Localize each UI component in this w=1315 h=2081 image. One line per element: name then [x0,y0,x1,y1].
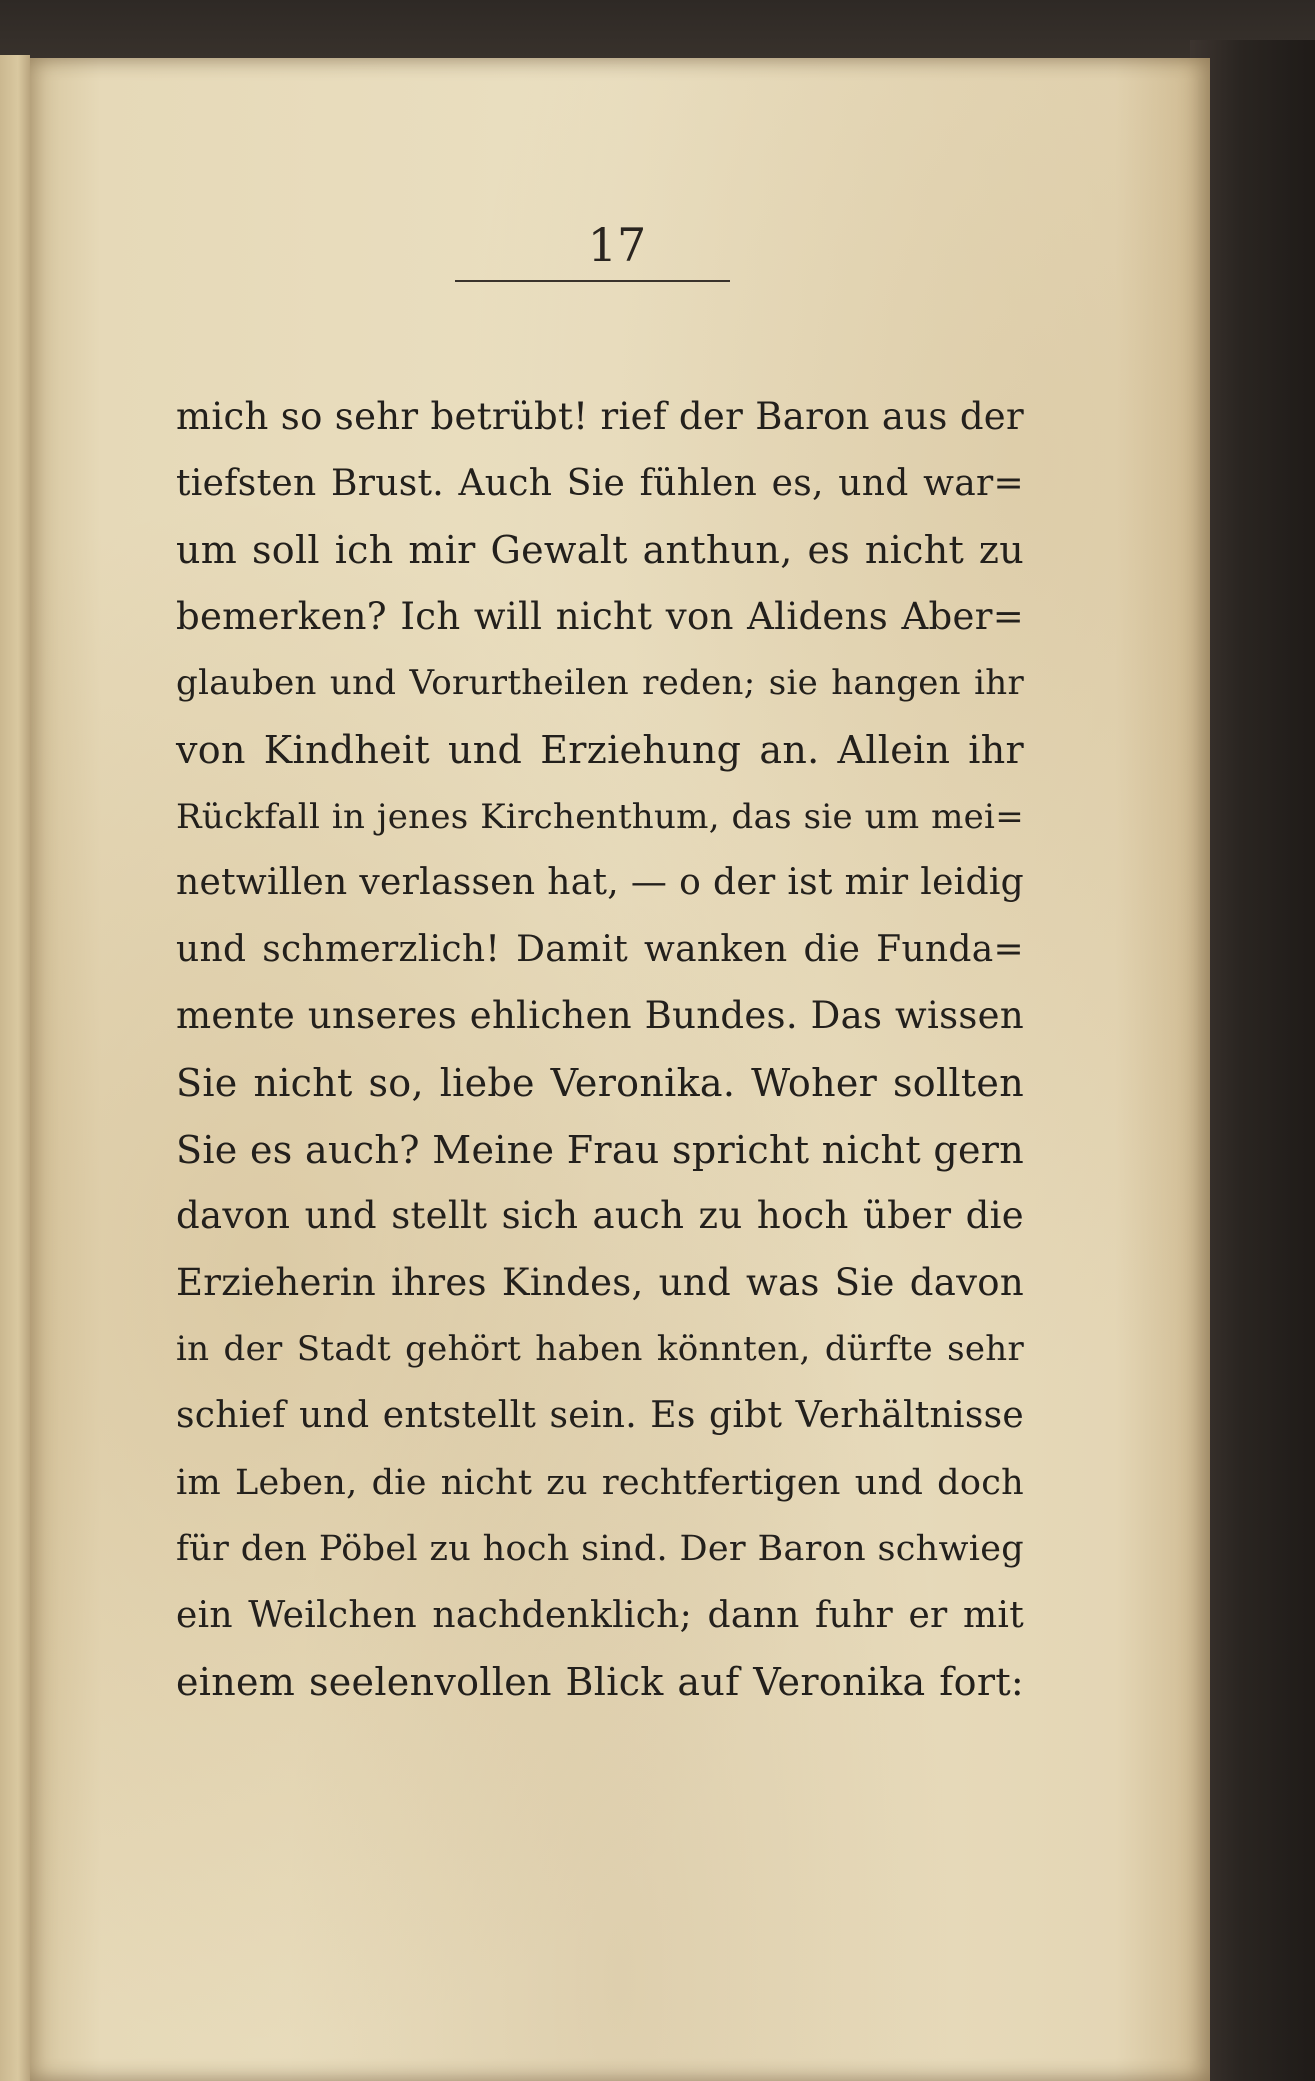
body-text [176,384,1024,1716]
book-page [30,58,1210,2081]
text-line: um soll ich mir Gewalt anthun, es nicht zu [176,528,1024,573]
text-line: Rückfall in jenes Kirchenthum, das sie um mei= [176,796,1024,837]
text-line: Sie nicht so, liebe Veronika. Woher sollten [176,1060,1024,1105]
text-line: mich so sehr betrübt! rief der Baron aus der [176,395,1024,438]
text-line: in der Stadt gehört haben könnten, dürfte sehr [176,1329,1024,1370]
text-line: netwillen verlassen hat, — o der ist mir leidig [176,862,1024,904]
page-number: 17 [587,218,647,272]
text-line: Sie es auch? Meine Frau spricht nicht gern [176,1127,1024,1172]
text-line: ein Weilchen nachdenklich; dann fuhr er mit [176,1594,1024,1636]
text-line: von Kindheit und Erziehung an. Allein ihr [176,727,1024,772]
text-line: Erzieherin ihres Kindes, und was Sie davon [176,1260,1024,1304]
previous-page-edge [0,55,30,2081]
text-line: davon und stellt sich auch zu hoch über die [176,1194,1024,1238]
text-line: im Leben, die nicht zu rechtfertigen und doch [176,1462,1024,1503]
text-line: tiefsten Brust. Auch Sie fühlen es, und war= [176,462,1024,504]
text-line: für den Pöbel zu hoch sind. Der Baron schwieg [176,1529,1024,1570]
text-line: und schmerzlich! Damit wanken die Funda= [176,928,1024,970]
text-line: einem seelenvollen Blick auf Veronika fort: [176,1660,1024,1705]
text-line: schief und entstellt sein. Es gibt Verhältnisse [176,1394,1024,1436]
text-line: glauben und Vorurtheilen reden; sie hangen ihr [176,663,1024,704]
text-line: mente unseres ehlichen Bundes. Das wissen [176,994,1024,1038]
text-line: bemerken? Ich will nicht von Alidens Aber= [176,594,1024,638]
header-rule [455,280,730,282]
